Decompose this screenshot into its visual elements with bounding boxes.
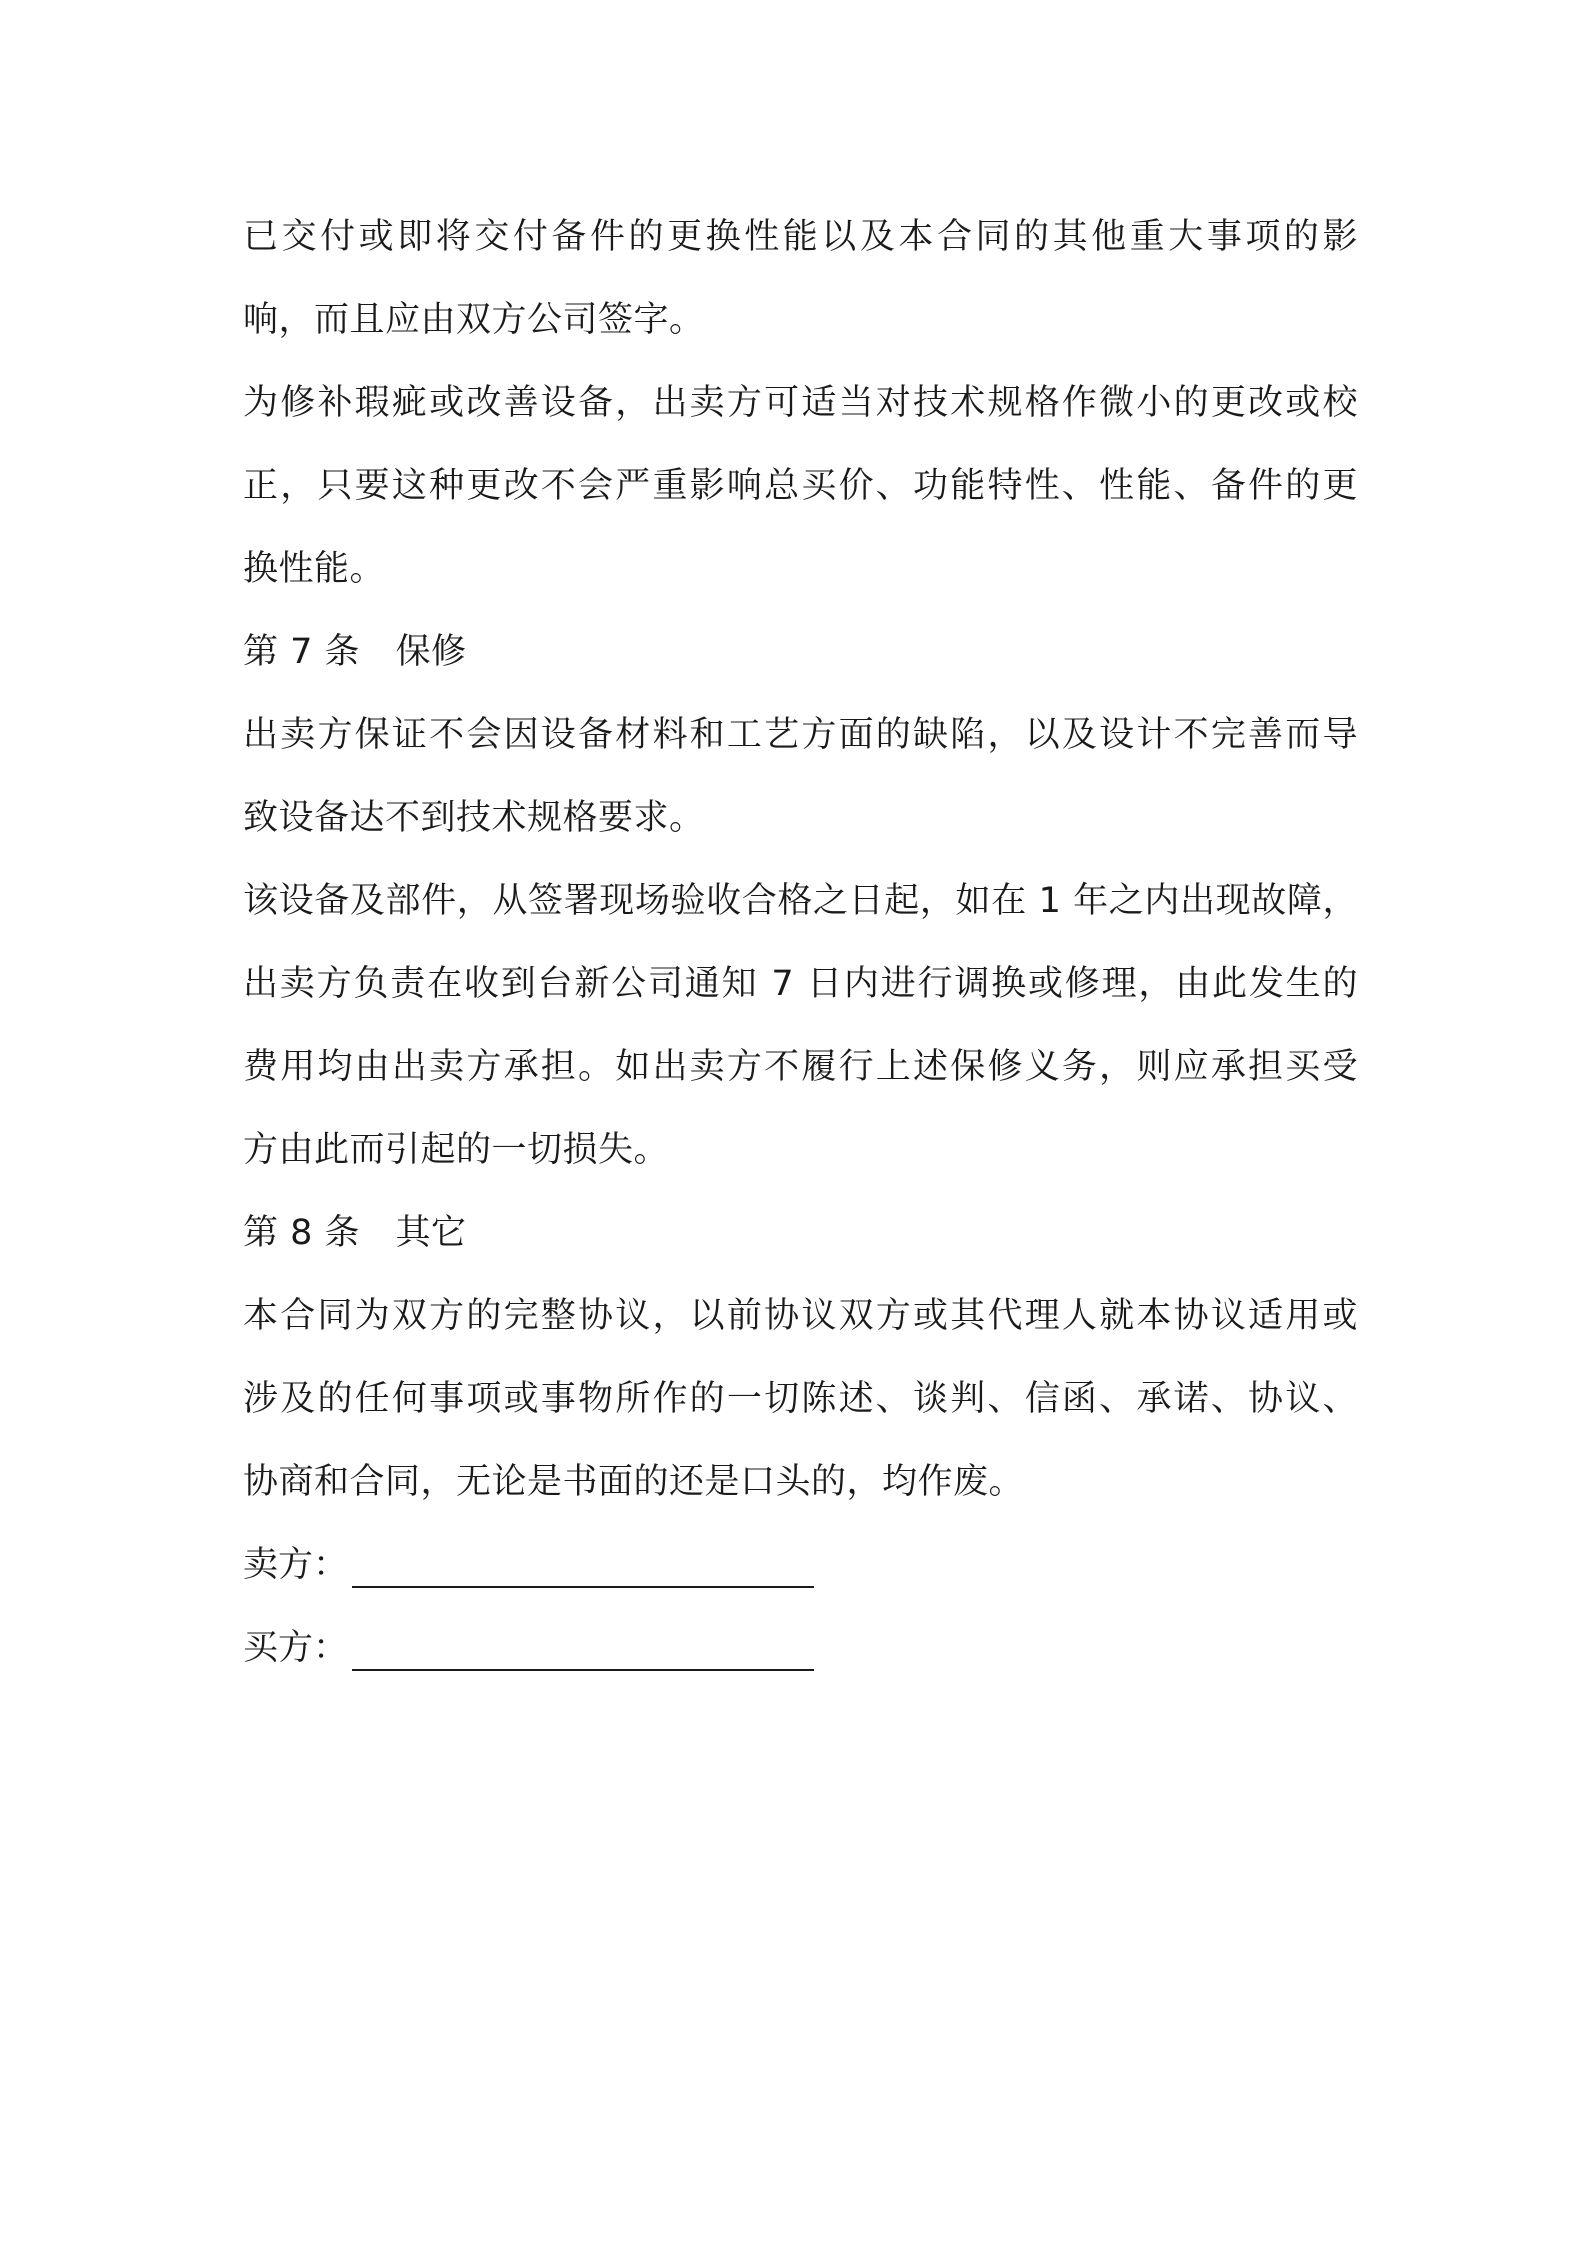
text-line: 致设备达不到技术规格要求。 — [243, 798, 705, 838]
text-line: 本合同为双方的完整协议，以前协议双方或其代理人就本协议适用或 — [243, 1296, 1358, 1336]
text-line: 涉及的任何事项或事物所作的一切陈述、谈判、信函、承诺、协议、 — [243, 1379, 1358, 1419]
paragraph-warranty-period — [243, 860, 1358, 1192]
buyer-label: 买方： — [243, 1628, 349, 1668]
text-line: 正，只要这种更改不会严重影响总买价、功能特性、性能、备件的更 — [243, 466, 1358, 506]
article-7-heading — [243, 611, 1358, 694]
paragraph-delivery-changes — [243, 196, 1358, 362]
signature-block — [243, 1524, 1358, 1690]
text-line: 费用均由出卖方承担。如出卖方不履行上述保修义务，则应承担买受 — [243, 1047, 1358, 1087]
seller-signature-line — [243, 1524, 1358, 1607]
text-line: 响，而且应由双方公司签字。 — [243, 300, 705, 340]
seller-signature-blank[interactable] — [352, 1586, 814, 1588]
text-line: 出卖方保证不会因设备材料和工艺方面的缺陷，以及设计不完善而导 — [243, 715, 1358, 755]
paragraph-entire-agreement — [243, 1275, 1358, 1524]
document-body — [243, 196, 1358, 1690]
text-line: 为修补瑕疵或改善设备，出卖方可适当对技术规格作微小的更改或校 — [243, 383, 1358, 423]
buyer-signature-line — [243, 1607, 1358, 1690]
text-line: 换性能。 — [243, 549, 386, 589]
article-8-heading — [243, 1192, 1358, 1275]
text-line: 出卖方负责在收到台新公司通知 7 日内进行调换或修理，由此发生的 — [243, 964, 1358, 1004]
text-line: 协商和合同，无论是书面的还是口头的，均作废。 — [243, 1462, 1025, 1502]
paragraph-warranty-guarantee — [243, 694, 1358, 860]
text-line: 该设备及部件，从签署现场验收合格之日起，如在 1 年之内出现故障， — [243, 881, 1358, 921]
section-heading: 第 7 条 保修 — [243, 632, 467, 672]
seller-label: 卖方： — [243, 1545, 349, 1585]
paragraph-spec-modification — [243, 362, 1358, 611]
text-line: 方由此而引起的一切损失。 — [243, 1130, 670, 1170]
text-line: 已交付或即将交付备件的更换性能以及本合同的其他重大事项的影 — [243, 217, 1358, 257]
section-heading: 第 8 条 其它 — [243, 1213, 467, 1253]
buyer-signature-blank[interactable] — [352, 1669, 814, 1671]
